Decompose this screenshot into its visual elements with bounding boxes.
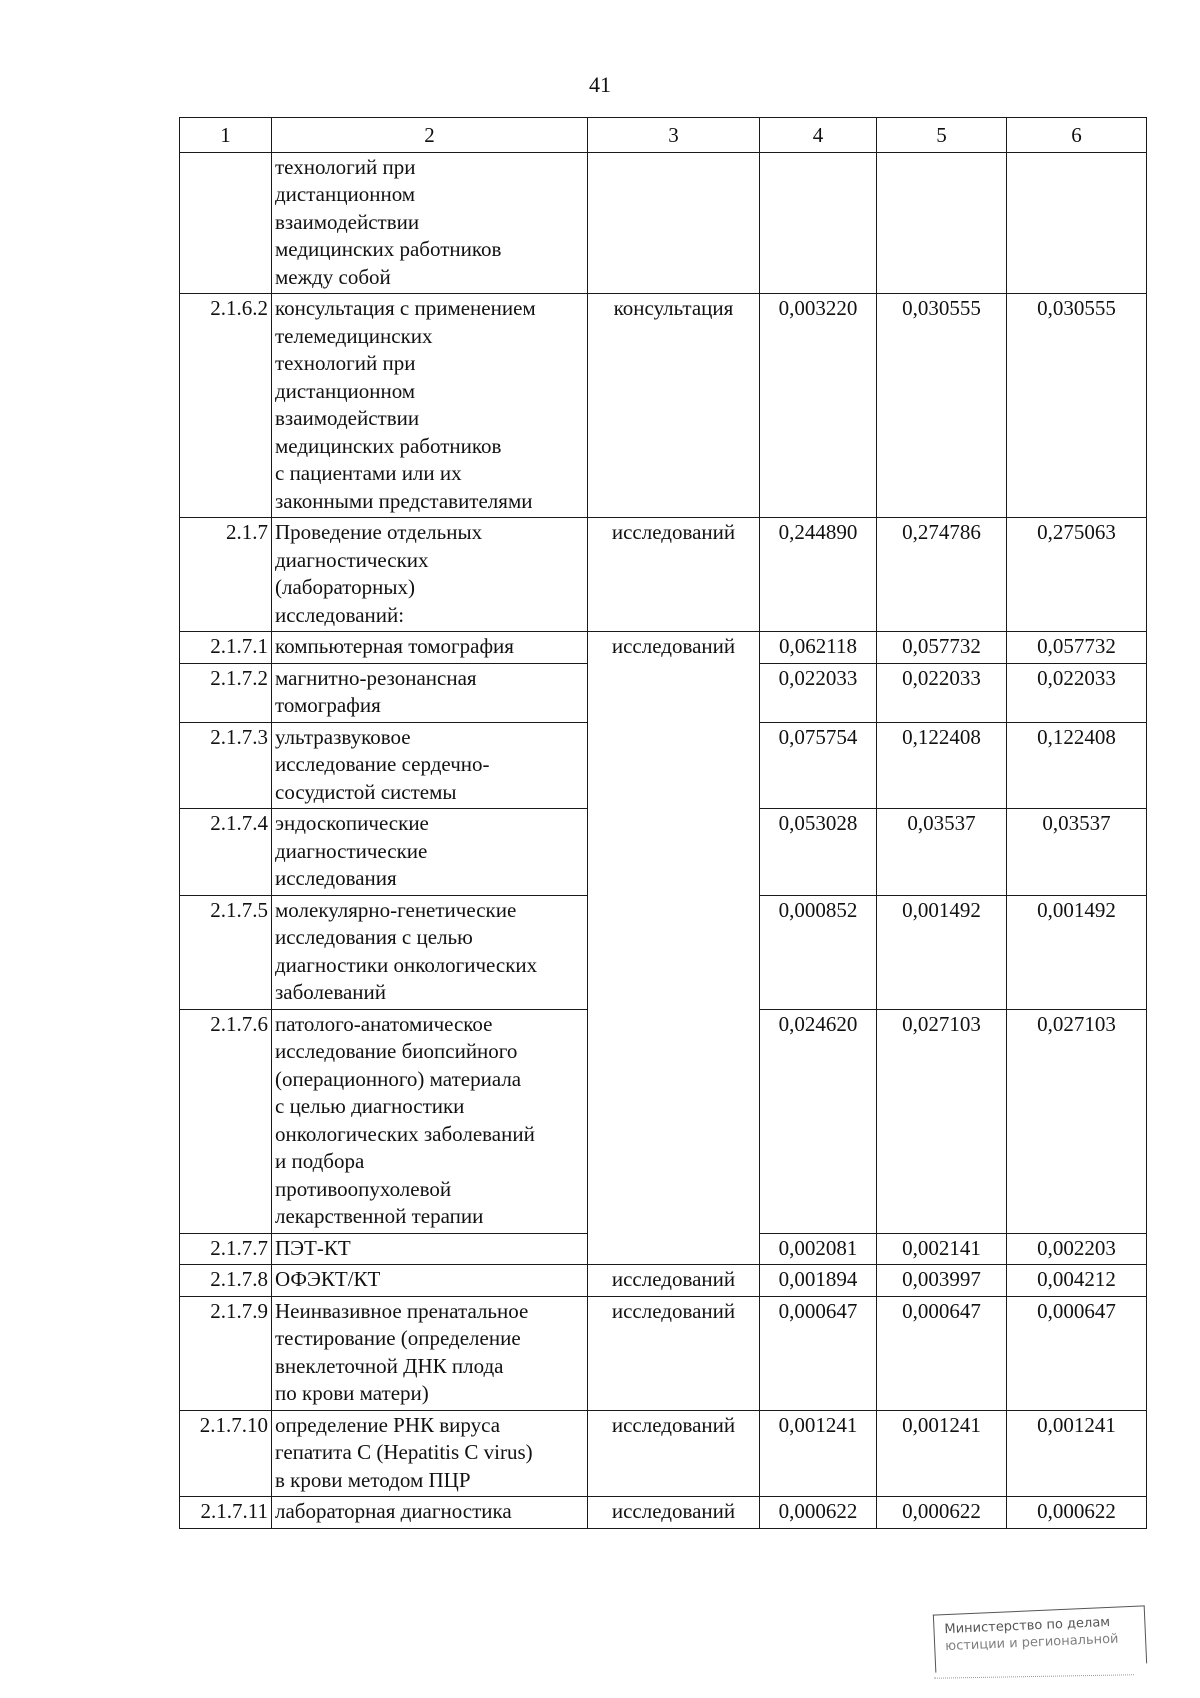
- row-name: определение РНК вируса гепатита С (Hepatitis C virus) в крови методом ПЦР: [272, 1410, 588, 1497]
- row-code: 2.1.7: [180, 518, 272, 632]
- row-name: компьютерная томография: [272, 632, 588, 664]
- row-code: 2.1.7.3: [180, 722, 272, 809]
- row-name: ультразвуковое исследование сердечно- сосудистой системы: [272, 722, 588, 809]
- row-name: эндоскопические диагностические исследования: [272, 809, 588, 896]
- row-value-4: [760, 152, 877, 294]
- row-value-4: 0,000622: [760, 1497, 877, 1529]
- row-value-5: 0,022033: [877, 663, 1007, 722]
- row-value-6: [1007, 152, 1147, 294]
- row-value-5: 0,000622: [877, 1497, 1007, 1529]
- row-unit: исследований: [588, 1265, 760, 1297]
- row-value-4: 0,000647: [760, 1296, 877, 1410]
- row-value-5: 0,027103: [877, 1009, 1007, 1233]
- row-value-6: 0,000647: [1007, 1296, 1147, 1410]
- table-header-row: [180, 118, 1147, 153]
- row-value-6: 0,001241: [1007, 1410, 1147, 1497]
- row-value-5: 0,000647: [877, 1296, 1007, 1410]
- table-row: [180, 294, 1147, 518]
- row-code: 2.1.7.9: [180, 1296, 272, 1410]
- row-value-5: 0,030555: [877, 294, 1007, 518]
- row-code: 2.1.7.7: [180, 1233, 272, 1265]
- row-value-6: 0,275063: [1007, 518, 1147, 632]
- row-unit: консультация: [588, 294, 760, 518]
- row-value-4: 0,053028: [760, 809, 877, 896]
- stamp-line-1: Министерство по делам: [944, 1614, 1111, 1638]
- row-value-4: 0,002081: [760, 1233, 877, 1265]
- row-name: консультация с применением телемедицинских технологий при дистанционном взаимодействии медицинских работников с пациентами или их законными представителями: [272, 294, 588, 518]
- row-value-4: 0,244890: [760, 518, 877, 632]
- row-value-4: 0,075754: [760, 722, 877, 809]
- row-value-4: 0,001894: [760, 1265, 877, 1297]
- header-col-4: 4: [760, 118, 877, 153]
- row-value-6: 0,022033: [1007, 663, 1147, 722]
- row-code: 2.1.7.5: [180, 895, 272, 1009]
- row-code: 2.1.7.1: [180, 632, 272, 664]
- table-row: [180, 632, 1147, 664]
- table-row: [180, 1497, 1147, 1529]
- row-value-5: 0,274786: [877, 518, 1007, 632]
- row-name: технологий при дистанционном взаимодействии медицинских работников между собой: [272, 152, 588, 294]
- header-col-5: 5: [877, 118, 1007, 153]
- row-value-5: 0,001492: [877, 895, 1007, 1009]
- row-value-6: 0,001492: [1007, 895, 1147, 1009]
- row-code: 2.1.7.4: [180, 809, 272, 896]
- row-value-6: 0,030555: [1007, 294, 1147, 518]
- row-unit: исследований: [588, 518, 760, 632]
- row-value-5: 0,122408: [877, 722, 1007, 809]
- row-value-6: 0,000622: [1007, 1497, 1147, 1529]
- row-value-6: 0,002203: [1007, 1233, 1147, 1265]
- row-unit: исследований: [588, 1410, 760, 1497]
- row-value-5: [877, 152, 1007, 294]
- row-name: лабораторная диагностика: [272, 1497, 588, 1529]
- table-body: [180, 152, 1147, 1528]
- table-row: [180, 1296, 1147, 1410]
- row-name: молекулярно-генетические исследования с целью диагностики онкологических заболеваний: [272, 895, 588, 1009]
- row-value-5: 0,003997: [877, 1265, 1007, 1297]
- header-col-2: 2: [272, 118, 588, 153]
- row-value-6: 0,122408: [1007, 722, 1147, 809]
- row-value-6: 0,03537: [1007, 809, 1147, 896]
- row-value-5: 0,057732: [877, 632, 1007, 664]
- table-row: [180, 518, 1147, 632]
- row-value-4: 0,022033: [760, 663, 877, 722]
- row-value-5: 0,03537: [877, 809, 1007, 896]
- row-code: [180, 152, 272, 294]
- table-row: [180, 152, 1147, 294]
- row-value-4: 0,003220: [760, 294, 877, 518]
- row-code: 2.1.7.8: [180, 1265, 272, 1297]
- row-name: Неинвазивное пренатальное тестирование (определение внеклеточной ДНК плода по крови матери): [272, 1296, 588, 1410]
- row-unit: исследований: [588, 1296, 760, 1410]
- row-code: 2.1.6.2: [180, 294, 272, 518]
- ministry-stamp: [933, 1605, 1147, 1672]
- row-value-5: 0,001241: [877, 1410, 1007, 1497]
- stamp-underline: [934, 1674, 1134, 1678]
- stamp-line-2: юстиции и региональной: [944, 1631, 1119, 1655]
- row-value-4: 0,001241: [760, 1410, 877, 1497]
- row-value-6: 0,027103: [1007, 1009, 1147, 1233]
- row-unit: исследований: [588, 1497, 760, 1529]
- table-row: [180, 1410, 1147, 1497]
- row-value-4: 0,062118: [760, 632, 877, 664]
- row-name: магнитно-резонансная томография: [272, 663, 588, 722]
- row-code: 2.1.7.6: [180, 1009, 272, 1233]
- header-col-3: 3: [588, 118, 760, 153]
- row-name: ПЭТ-КТ: [272, 1233, 588, 1265]
- row-code: 2.1.7.2: [180, 663, 272, 722]
- header-col-1: 1: [180, 118, 272, 153]
- row-unit-merged: исследований: [588, 632, 760, 1265]
- row-code: 2.1.7.11: [180, 1497, 272, 1529]
- row-value-5: 0,002141: [877, 1233, 1007, 1265]
- row-value-4: 0,000852: [760, 895, 877, 1009]
- row-value-6: 0,004212: [1007, 1265, 1147, 1297]
- header-col-6: 6: [1007, 118, 1147, 153]
- row-name: патолого-анатомическое исследование биопсийного (операционного) материала с целью диагностики онкологических заболеваний и подбора противоопухолевой лекарственной терапии: [272, 1009, 588, 1233]
- row-code: 2.1.7.10: [180, 1410, 272, 1497]
- row-value-4: 0,024620: [760, 1009, 877, 1233]
- row-value-6: 0,057732: [1007, 632, 1147, 664]
- row-unit: [588, 152, 760, 294]
- row-name: Проведение отдельных диагностических (лабораторных) исследований:: [272, 518, 588, 632]
- table-row: [180, 1265, 1147, 1297]
- indicators-table: [179, 117, 1147, 1529]
- row-name: ОФЭКТ/КТ: [272, 1265, 588, 1297]
- page-number: 41: [589, 72, 611, 97]
